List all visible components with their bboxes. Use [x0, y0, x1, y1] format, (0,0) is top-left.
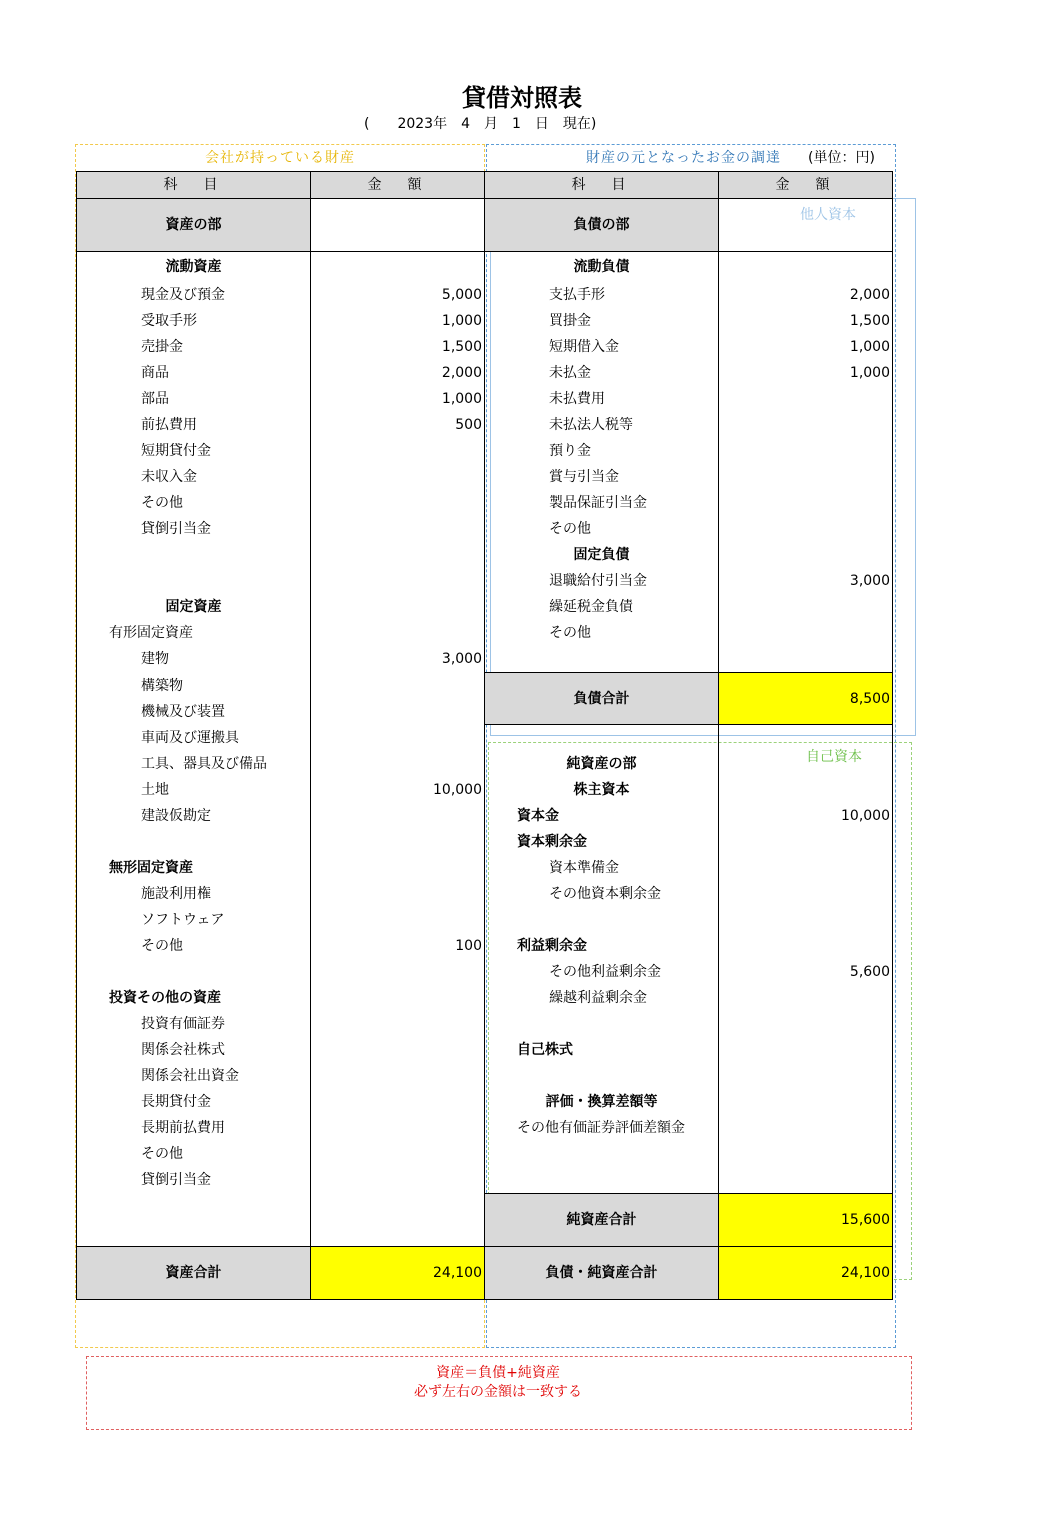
- table-row: [77, 933, 893, 959]
- asset-item-label: 売掛金: [77, 334, 311, 360]
- liability-item-label: その他資本剰余金: [485, 881, 719, 907]
- asset-item-amount: 100: [311, 933, 485, 959]
- asset-item-label: 有形固定資産: [77, 620, 311, 646]
- assets-total-amount: 24,100: [311, 1246, 485, 1299]
- liability-item-label: 繰越利益剰余金: [485, 985, 719, 1011]
- liability-item-label: 短期借入金: [485, 334, 719, 360]
- net-assets-total-label: 純資産合計: [485, 1194, 719, 1247]
- asset-item-amount: [311, 751, 485, 777]
- asset-item-amount: [311, 490, 485, 516]
- asset-item-amount: [311, 1063, 485, 1089]
- grand-total-amount: 24,100: [719, 1246, 893, 1299]
- liability-item-label: 流動負債: [485, 252, 719, 283]
- asset-item-amount: [311, 1167, 485, 1194]
- liabilities-total-label: 負債合計: [485, 673, 719, 725]
- table-row: [77, 855, 893, 881]
- liability-item-amount: [719, 1089, 893, 1115]
- liabilities-section-label: 負債の部: [485, 199, 719, 252]
- liability-item-amount: 10,000: [719, 803, 893, 829]
- table-row: [77, 1037, 893, 1063]
- assets-section-amount: [311, 199, 485, 252]
- table-row: [77, 1167, 893, 1194]
- asset-item-amount: 500: [311, 412, 485, 438]
- col-amount-right: 金 額: [719, 172, 893, 199]
- liability-item-amount: 3,000: [719, 568, 893, 594]
- liability-item-amount: [719, 464, 893, 490]
- liability-item-amount: [719, 516, 893, 542]
- liability-item-amount: [719, 933, 893, 959]
- asset-item-label: その他: [77, 933, 311, 959]
- table-row: [77, 646, 893, 673]
- asset-item-label: 土地: [77, 777, 311, 803]
- page-title: 貸借対照表: [462, 84, 582, 112]
- liability-item-label: 利益剰余金: [485, 933, 719, 959]
- asset-item-label: 流動資産: [77, 252, 311, 283]
- table-row: [77, 1115, 893, 1141]
- liability-item-amount: [719, 1011, 893, 1037]
- asset-item-label: 建物: [77, 646, 311, 673]
- asset-item-amount: [311, 1194, 485, 1220]
- asset-item-label: 建設仮勘定: [77, 803, 311, 829]
- asset-item-label: 投資その他の資産: [77, 985, 311, 1011]
- asset-item-label: 部品: [77, 386, 311, 412]
- asset-item-amount: [311, 252, 485, 283]
- asset-item-amount: 1,000: [311, 386, 485, 412]
- asset-item-amount: [311, 568, 485, 594]
- liability-item-amount: [719, 490, 893, 516]
- liability-item-amount: [719, 881, 893, 907]
- liability-item-amount: [719, 985, 893, 1011]
- assets-total-label: 資産合計: [77, 1246, 311, 1299]
- table-row: [77, 516, 893, 542]
- asset-item-amount: [311, 438, 485, 464]
- table-row: [77, 1011, 893, 1037]
- note-line-1: 資産＝負債+純資産: [436, 1365, 560, 1381]
- asset-item-label: [77, 829, 311, 855]
- liability-item-label: 資本剰余金: [485, 829, 719, 855]
- liability-item-amount: 1,000: [719, 360, 893, 386]
- liability-item-label: 未払金: [485, 360, 719, 386]
- liability-item-label: 製品保証引当金: [485, 490, 719, 516]
- asset-item-amount: [311, 907, 485, 933]
- section-row: [77, 199, 893, 252]
- liability-item-amount: 5,600: [719, 959, 893, 985]
- grand-total-label: 負債・純資産合計: [485, 1246, 719, 1299]
- asset-item-amount: [311, 959, 485, 985]
- asset-item-label: 工具、器具及び備品: [77, 751, 311, 777]
- header-assets: 会社が持っている財産: [205, 150, 355, 166]
- table-row: [77, 360, 893, 386]
- liability-item-label: その他利益剰余金: [485, 959, 719, 985]
- liability-item-label: 固定負債: [485, 542, 719, 568]
- table-row: [77, 464, 893, 490]
- liability-item-label: [485, 725, 719, 752]
- asset-item-label: 前払費用: [77, 412, 311, 438]
- table-row: [77, 829, 893, 855]
- liability-item-amount: [719, 386, 893, 412]
- liability-item-label: 退職給付引当金: [485, 568, 719, 594]
- liability-item-amount: [719, 412, 893, 438]
- liability-item-amount: [719, 1037, 893, 1063]
- asset-item-label: その他: [77, 1141, 311, 1167]
- liability-item-label: 未払法人税等: [485, 412, 719, 438]
- table-row: [77, 308, 893, 334]
- liability-item-label: その他有価証券評価差額金: [485, 1115, 719, 1141]
- assets-section-label: 資産の部: [77, 199, 311, 252]
- asset-item-amount: [311, 855, 485, 881]
- liability-item-label: 買掛金: [485, 308, 719, 334]
- liability-item-label: 繰延税金負債: [485, 594, 719, 620]
- asset-item-amount: [311, 881, 485, 907]
- table-row: [77, 777, 893, 803]
- grand-total-row: [77, 1246, 893, 1299]
- asset-item-label: その他: [77, 490, 311, 516]
- asset-item-amount: [311, 1037, 485, 1063]
- asset-item-amount: 1,000: [311, 308, 485, 334]
- net-assets-total-amount: 15,600: [719, 1194, 893, 1247]
- asset-item-amount: [311, 464, 485, 490]
- liability-item-label: [485, 1011, 719, 1037]
- liability-item-amount: 1,500: [719, 308, 893, 334]
- date-line: ( 2023年 4 月 1 日 現在): [364, 116, 597, 132]
- table-row: [77, 751, 893, 777]
- liability-item-amount: 1,000: [719, 334, 893, 360]
- asset-item-amount: [311, 1141, 485, 1167]
- label-borrowed-capital: 他人資本: [800, 207, 856, 223]
- table-row: [77, 620, 893, 646]
- liability-item-label: [485, 1141, 719, 1167]
- liability-item-label: 預り金: [485, 438, 719, 464]
- asset-item-amount: [311, 620, 485, 646]
- col-subject-left: 科 目: [77, 172, 311, 199]
- liability-item-amount: [719, 855, 893, 881]
- table-row: [77, 1063, 893, 1089]
- table-row: [77, 725, 893, 752]
- liabilities-total-amount: 8,500: [719, 673, 893, 725]
- note-line-2: 必ず左右の金額は一致する: [414, 1384, 582, 1400]
- liability-item-label: 賞与引当金: [485, 464, 719, 490]
- table-row: [77, 881, 893, 907]
- asset-item-amount: [311, 542, 485, 568]
- table-row: [77, 412, 893, 438]
- asset-item-label: 貸倒引当金: [77, 1167, 311, 1194]
- asset-item-amount: [311, 1115, 485, 1141]
- table-row: [77, 1141, 893, 1167]
- table-row: [77, 1089, 893, 1115]
- asset-item-amount: 2,000: [311, 360, 485, 386]
- table-row: [77, 386, 893, 412]
- liability-item-amount: [719, 1141, 893, 1167]
- asset-item-label: [77, 959, 311, 985]
- liability-item-label: 株主資本: [485, 777, 719, 803]
- col-amount-left: 金 額: [311, 172, 485, 199]
- liability-item-amount: [719, 777, 893, 803]
- liability-item-amount: [719, 438, 893, 464]
- table-row: [77, 438, 893, 464]
- liability-item-amount: [719, 1115, 893, 1141]
- table-row: [77, 568, 893, 594]
- liability-item-label: [485, 646, 719, 673]
- asset-item-label: 投資有価証券: [77, 1011, 311, 1037]
- liability-item-label: 支払手形: [485, 282, 719, 308]
- asset-item-label: 機械及び装置: [77, 699, 311, 725]
- label-equity-capital: 自己資本: [806, 749, 862, 765]
- asset-item-amount: [311, 829, 485, 855]
- asset-item-label: 長期貸付金: [77, 1089, 311, 1115]
- asset-item-label: 受取手形: [77, 308, 311, 334]
- liability-item-amount: [719, 829, 893, 855]
- asset-item-label: 関係会社出資金: [77, 1063, 311, 1089]
- liability-item-label: その他: [485, 620, 719, 646]
- table-row: [77, 282, 893, 308]
- asset-item-amount: 3,000: [311, 646, 485, 673]
- unit-label: (単位：円): [808, 150, 875, 166]
- liability-item-amount: [719, 542, 893, 568]
- asset-item-label: 現金及び預金: [77, 282, 311, 308]
- table-row: [77, 252, 893, 283]
- asset-item-label: [77, 1220, 311, 1247]
- balance-sheet-table: [76, 171, 893, 1300]
- liability-item-label: その他: [485, 516, 719, 542]
- asset-item-amount: [311, 1011, 485, 1037]
- asset-item-label: [77, 1194, 311, 1220]
- asset-item-label: ソフトウェア: [77, 907, 311, 933]
- asset-item-label: 施設利用権: [77, 881, 311, 907]
- asset-item-amount: [311, 985, 485, 1011]
- asset-item-label: 車両及び運搬具: [77, 725, 311, 752]
- asset-item-amount: [311, 1089, 485, 1115]
- asset-item-label: 商品: [77, 360, 311, 386]
- asset-item-label: 関係会社株式: [77, 1037, 311, 1063]
- asset-item-label: 無形固定資産: [77, 855, 311, 881]
- asset-item-label: [77, 542, 311, 568]
- asset-item-amount: [311, 673, 485, 699]
- table-row: [77, 594, 893, 620]
- liability-item-amount: [719, 594, 893, 620]
- liability-item-label: [485, 1063, 719, 1089]
- liability-item-amount: [719, 1063, 893, 1089]
- asset-item-amount: [311, 1220, 485, 1247]
- col-subject-right: 科 目: [485, 172, 719, 199]
- asset-item-label: 短期貸付金: [77, 438, 311, 464]
- liability-item-label: 資本金: [485, 803, 719, 829]
- liability-item-amount: [719, 252, 893, 283]
- asset-item-amount: [311, 594, 485, 620]
- asset-item-amount: 10,000: [311, 777, 485, 803]
- asset-item-amount: 5,000: [311, 282, 485, 308]
- table-row: [77, 959, 893, 985]
- table-row: [77, 542, 893, 568]
- table-row: [77, 803, 893, 829]
- liability-item-amount: [719, 620, 893, 646]
- asset-item-amount: [311, 699, 485, 725]
- table-row: [77, 985, 893, 1011]
- liability-item-amount: [719, 907, 893, 933]
- asset-item-label: 固定資産: [77, 594, 311, 620]
- table-row: [77, 907, 893, 933]
- asset-item-amount: [311, 803, 485, 829]
- liability-item-label: 資本準備金: [485, 855, 719, 881]
- liability-item-amount: [719, 1167, 893, 1194]
- liability-item-label: 評価・換算差額等: [485, 1089, 719, 1115]
- asset-item-label: [77, 568, 311, 594]
- liability-item-label: [485, 1167, 719, 1194]
- asset-item-label: 構築物: [77, 673, 311, 699]
- asset-item-label: 未収入金: [77, 464, 311, 490]
- liability-item-label: 未払費用: [485, 386, 719, 412]
- liability-item-label: 純資産の部: [485, 751, 719, 777]
- liabilities-total-row: [77, 673, 893, 699]
- liability-item-label: 自己株式: [485, 1037, 719, 1063]
- asset-item-amount: 1,500: [311, 334, 485, 360]
- liability-item-label: [485, 907, 719, 933]
- liability-item-amount: [719, 646, 893, 673]
- table-row: [77, 334, 893, 360]
- liability-item-amount: 2,000: [719, 282, 893, 308]
- table-row: [77, 490, 893, 516]
- asset-item-label: 貸倒引当金: [77, 516, 311, 542]
- asset-item-amount: [311, 516, 485, 542]
- asset-item-amount: [311, 725, 485, 752]
- net-assets-total-row: [77, 1194, 893, 1220]
- asset-item-label: 長期前払費用: [77, 1115, 311, 1141]
- table-header-row: [77, 172, 893, 199]
- header-funding: 財産の元となったお金の調達: [586, 150, 781, 166]
